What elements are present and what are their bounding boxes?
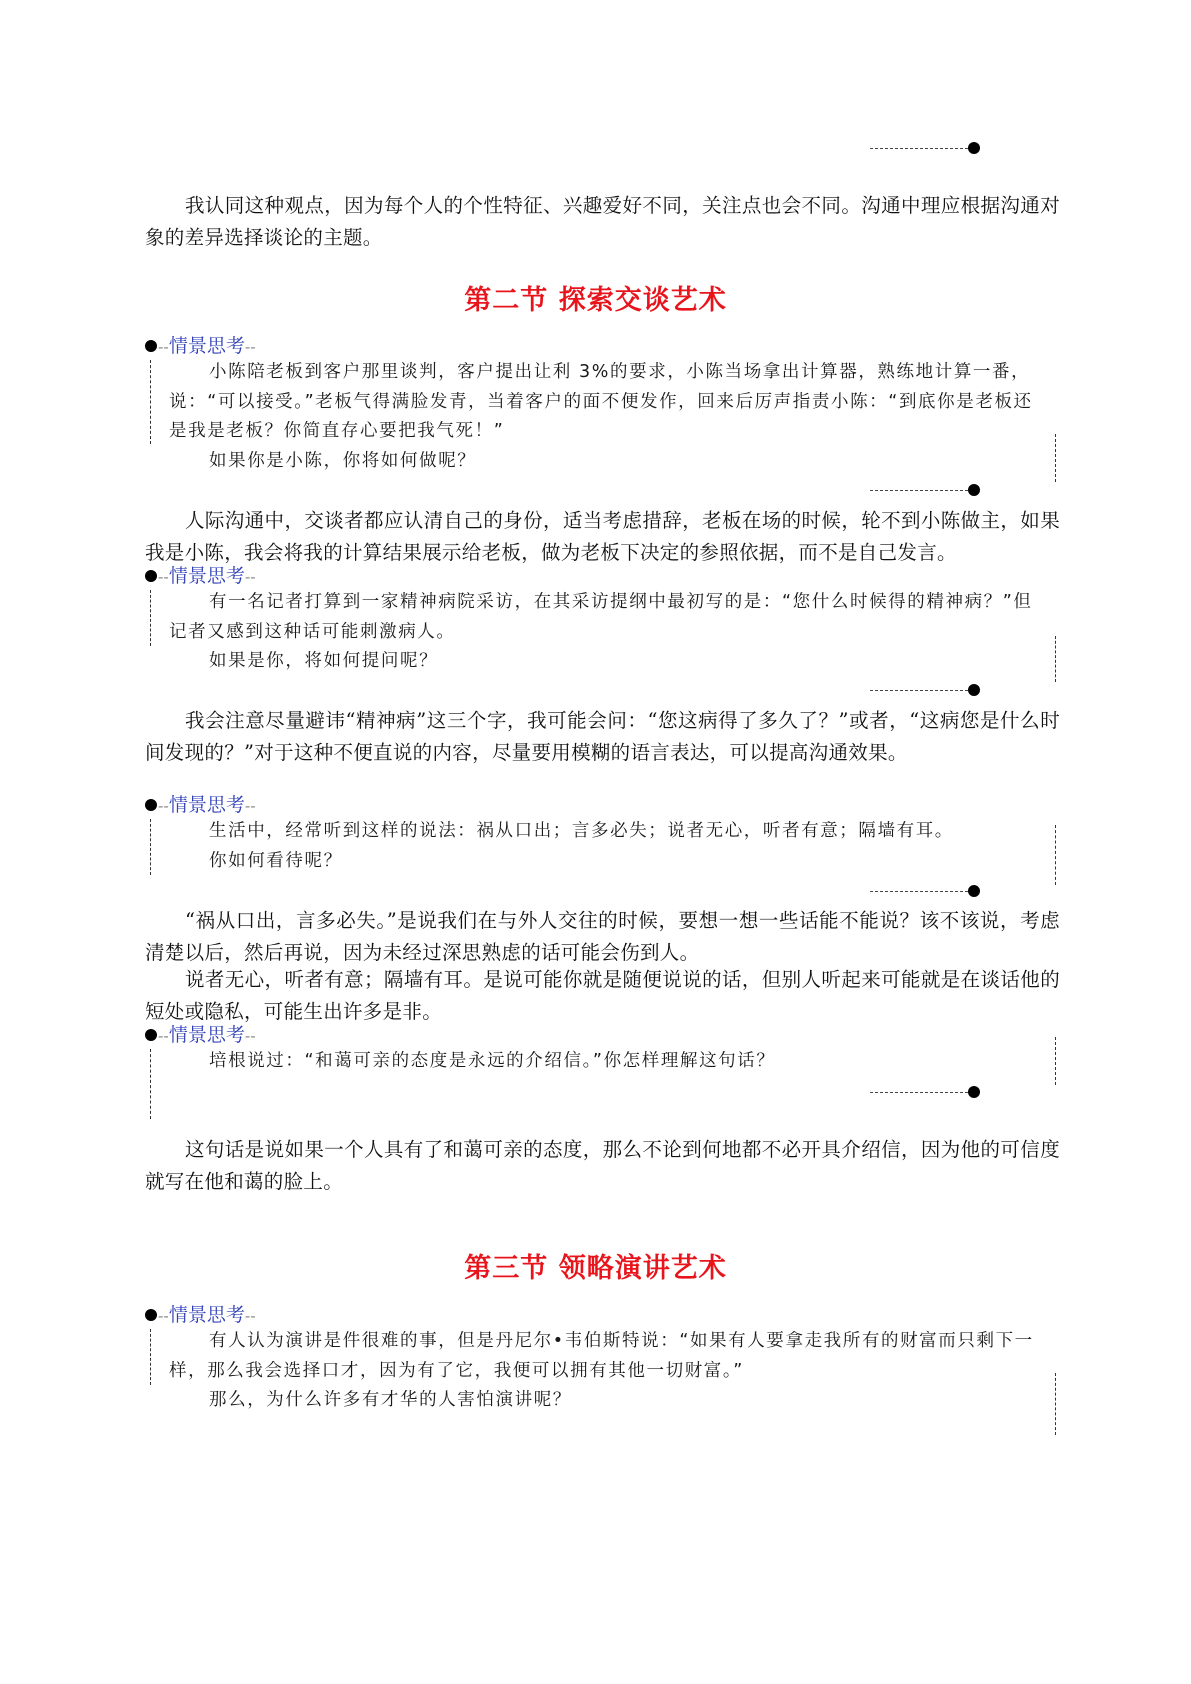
scenario-end-mark bbox=[870, 683, 980, 697]
answer-paragraph: 我会注意尽量避讳“精神病”这三个字，我可能会问：“您这病得了多久了？”或者，“这病您是什么时间发现的？”对于这种不便直说的内容，尽量要用模糊的语言表达，可以提高沟通效果。 bbox=[145, 709, 1060, 764]
scenario-text: 有人认为演讲是件很难的事，但是丹尼尔•韦伯斯特说：“如果有人要拿走我所有的财富而只剩下一样，那么我会选择口才，因为有了它，我便可以拥有其他一切财富。” 那么，为什么许多有才华的人害怕演讲呢？ bbox=[169, 1331, 1034, 1410]
scenario-end-mark bbox=[870, 1085, 980, 1099]
scenario-label: --情景思考-- bbox=[158, 335, 256, 357]
scenario-header bbox=[145, 1023, 1050, 1047]
answer-paragraph: 说者无心，听者有意；隔墙有耳。是说可能你就是随便说说的话，但别人听起来可能就是在谈话他的短处或隐私，可能生出许多是非。 bbox=[145, 968, 1060, 1023]
dashed-right-border bbox=[1055, 1037, 1056, 1085]
bullet-dot-icon bbox=[968, 684, 980, 696]
scenario-text: 生活中，经常听到这样的说法：祸从口出；言多必失；说者无心，听者有意；隔墙有耳。 你如何看待呢？ bbox=[209, 821, 954, 871]
section-title: 第二节 探索交谈艺术 bbox=[464, 285, 727, 316]
scenario-header bbox=[145, 334, 1050, 358]
scenario-text: 培根说过：“和蔼可亲的态度是永远的介绍信。”你怎样理解这句话？ bbox=[209, 1051, 776, 1071]
scenario-text: 有一名记者打算到一家精神病院采访，在其采访提纲中最初写的是：“您什么时候得的精神病？”但记者又感到这种话可能刺激病人。 如果是你，将如何提问呢？ bbox=[169, 592, 1033, 671]
dashed-line bbox=[870, 891, 968, 892]
scenario-box bbox=[145, 793, 1050, 876]
answer-paragraph: 这句话是说如果一个人具有了和蔼可亲的态度，那么不论到何地都不必开具介绍信，因为他的可信度就写在他和蔼的脸上。 bbox=[145, 1138, 1060, 1193]
answer-paragraph: 我认同这种观点，因为每个人的个性特征、兴趣爱好不同，关注点也会不同。沟通中理应根据沟通对象的差异选择谈论的主题。 bbox=[145, 194, 1060, 249]
scenario-end-mark bbox=[870, 141, 980, 155]
dashed-right-border bbox=[1055, 636, 1056, 682]
scenario-label: --情景思考-- bbox=[158, 1304, 256, 1326]
scenario-box bbox=[145, 1303, 1050, 1416]
scenario-header bbox=[145, 564, 1050, 588]
bullet-dot-icon bbox=[968, 885, 980, 897]
bullet-dot-icon bbox=[145, 1309, 157, 1321]
bullet-dot-icon bbox=[968, 142, 980, 154]
section-title: 第三节 领略演讲艺术 bbox=[464, 1253, 727, 1284]
scenario-label: --情景思考-- bbox=[158, 1024, 256, 1046]
dashed-right-border bbox=[1055, 825, 1056, 885]
scenario-box bbox=[145, 334, 1050, 476]
dashed-right-border bbox=[1055, 434, 1056, 482]
dashed-line bbox=[870, 690, 968, 691]
answer-paragraph: 人际沟通中，交谈者都应认清自己的身份，适当考虑措辞，老板在场的时候，轮不到小陈做主，如果我是小陈，我会将我的计算结果展示给老板，做为老板下决定的参照依据，而不是自己发言。 bbox=[145, 509, 1060, 564]
bullet-dot-icon bbox=[145, 1029, 157, 1041]
dashed-line bbox=[870, 1092, 968, 1093]
bullet-dot-icon bbox=[968, 484, 980, 496]
scenario-end-mark bbox=[870, 483, 980, 497]
bullet-dot-icon bbox=[145, 799, 157, 811]
scenario-header bbox=[145, 1303, 1050, 1327]
bullet-dot-icon bbox=[145, 340, 157, 352]
scenario-box bbox=[145, 564, 1050, 677]
bullet-dot-icon bbox=[145, 570, 157, 582]
answer-paragraph: “祸从口出，言多必失。”是说我们在与外人交往的时候，要想一想一些话能不能说？该不该说，考虑清楚以后，然后再说，因为未经过深思熟虑的话可能会伤到人。 bbox=[145, 909, 1060, 964]
dashed-right-border bbox=[1055, 1373, 1056, 1435]
scenario-label: --情景思考-- bbox=[158, 794, 256, 816]
dashed-line bbox=[870, 148, 968, 149]
bullet-dot-icon bbox=[968, 1086, 980, 1098]
scenario-box bbox=[145, 1023, 1050, 1077]
scenario-end-mark bbox=[870, 884, 980, 898]
scenario-header bbox=[145, 793, 1050, 817]
dashed-line bbox=[870, 490, 968, 491]
scenario-text: 小陈陪老板到客户那里谈判，客户提出让利 3%的要求，小陈当场拿出计算器，熟练地计算一番，说：“可以接受。”老板气得满脸发青，当着客户的面不便发作，回来后厉声指责小陈：“到底你是老板还是我是老板？你简直存心要把我气死！” 如果你是小陈，你将如何做呢？ bbox=[169, 362, 1033, 471]
scenario-label: --情景思考-- bbox=[158, 565, 256, 587]
